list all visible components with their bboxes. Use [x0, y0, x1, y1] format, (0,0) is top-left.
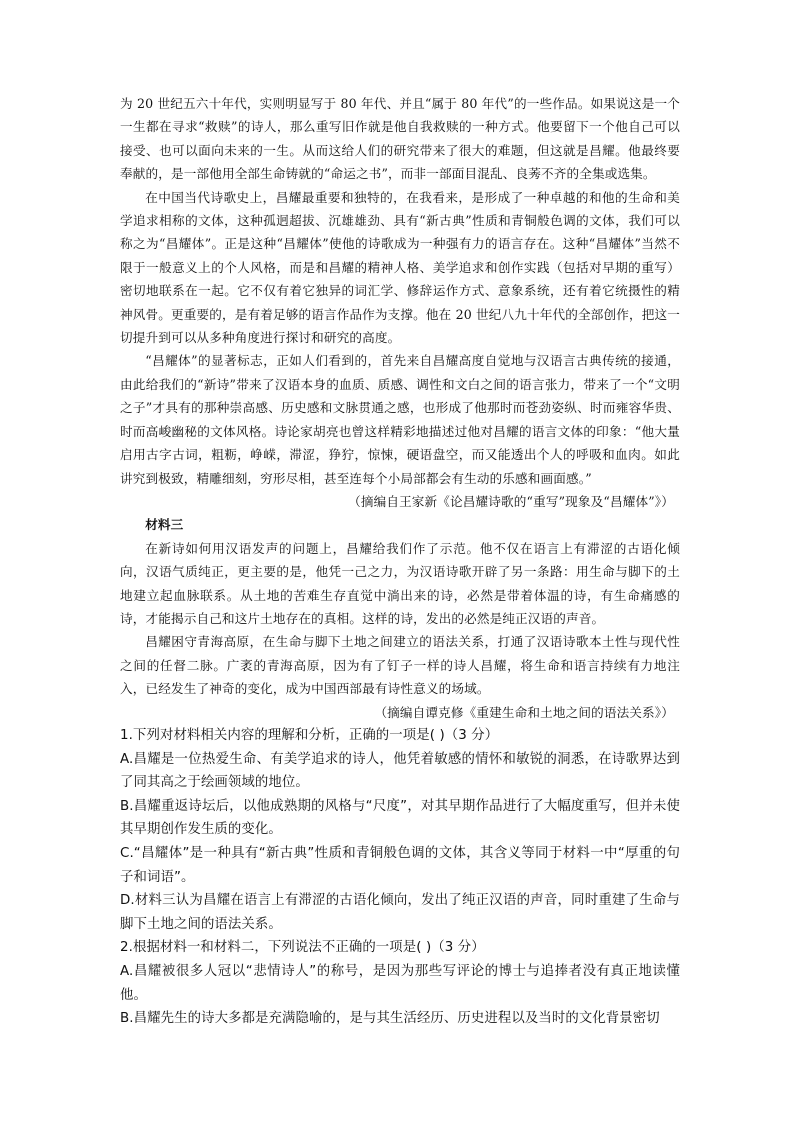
material-three-source: （摘编自谭克修《重建生命和土地之间的语法关系》） — [374, 704, 674, 720]
question-1-option-c: C.“昌耀体”是一种具有“新古典”性质和青铜般色调的文体，其含义等同于材料一中“厚重的句子和词语”。 — [120, 845, 680, 885]
material-three-heading: 材料三 — [145, 517, 184, 533]
material-two-paragraph-2: 在中国当代诗歌史上，昌耀最重要和独特的，在我看来，是形成了一种卓越的和他的生命和美学追求相称的文体，这种孤迥超拔、沉雄雄劲、具有“新古典”性质和青铜般色调的文体，我们可以称之为“昌耀体”。正是这种“昌耀体”使他的诗歌成为一种强有力的语言存在。这种“昌耀体”当然不限于一般意义上的个人风格，而是和昌耀的精神人格、美学追求和创作实践（包括对早期的重写）密切地联系在一起。它不仅有着它独异的词汇学、修辞运作方式、意象系统，还有着它统摄性的精神风骨。更重要的，是有着足够的语言作品作为支撑。他在 20 世纪八九十年代的全部创作，把这一切提升到可以从多种角度进行探讨和研究的高度。 — [120, 189, 680, 346]
question-2-option-a: A.昌耀被很多人冠以“悲情诗人”的称号，是因为那些写评论的博士与追捧者没有真正地读懂他。 — [120, 963, 680, 1003]
material-two-paragraph-3: “昌耀体”的显著标志，正如人们看到的，首先来自昌耀高度自觉地与汉语言古典传统的接通，由此给我们的“新诗”带来了汉语本身的血质、质感、调性和文白之间的语言张力，带来了一个“文明之子”才具有的那种崇高感、历史感和文脉贯通之感，也形成了他那时而苍劲姿纵、时而雍容华贵、时而高峻幽秘的文体风格。诗论家胡亮也曾这样精彩地描述过他对昌耀的语言文体的印象：“他大量启用古字古词，粗粝，峥嵘，滞涩，狰狞，惊悚，硬语盘空，而又能透出个人的呼吸和血肉。如此讲究到极致，精雕细刻，穷形尽相，甚至连每个小局部都会有生动的乐感和画面感。” — [120, 353, 680, 486]
question-1-stem: 1.下列对材料相关内容的理解和分析，正确的一项是( )（3 分） — [120, 727, 499, 743]
question-2-stem: 2.根据材料一和材料二，下列说法不正确的一项是( )（3 分） — [120, 940, 485, 956]
question-2-option-b: B.昌耀先生的诗大多都是充满隐喻的，是与其生活经历、历史进程以及当时的文化背景密切 — [120, 1011, 660, 1027]
material-three-paragraph-2: 昌耀困守青海高原，在生命与脚下土地之间建立的语法关系，打通了汉语诗歌本土性与现代性之间的任督二脉。广袤的青海高原，因为有了钉子一样的诗人昌耀，将生命和语言持续有力地注入，已经发生了神奇的变化，成为中国西部最有诗性意义的场域。 — [120, 634, 680, 697]
question-1-option-d: D.材料三认为昌耀在语言上有滞涩的古语化倾向，发出了纯正汉语的声音，同时重建了生命与脚下土地之间的语法关系。 — [120, 893, 680, 932]
question-1-option-b: B.昌耀重返诗坛后，以他成熟期的风格与“尺度”，对其早期作品进行了大幅度重写，但并未使其早期创作发生质的变化。 — [120, 798, 680, 838]
material-three-section — [120, 513, 680, 724]
material-two-source: （摘编自王家新《论昌耀诗歌的“重写”现象及“昌耀体”》） — [348, 493, 674, 509]
material-two-paragraph-1: 为 20 世纪五六十年代，实则明显写于 80 年代、并且“属于 80 年代”的一些作品。如果说这是一个一生都在寻求“救赎”的诗人，那么重写旧作就是他自我救赎的一种方式。他要留下一个他自己可以接受、也可以面向未来的一生。从而这给人们的研究带来了很大的难题，但这就是昌耀。他最终要奉献的，是一部他用全部生命铸就的“命运之书”，而非一部面目混乱、良莠不齐的全集或选集。 — [120, 96, 680, 182]
material-three-paragraph-1: 在新诗如何用汉语发声的问题上，昌耀给我们作了示范。他不仅在语言上有滞涩的古语化倾向，汉语气质纯正，更主要的是，他凭一己之力，为汉语诗歌开辟了另一条路：用生命与脚下的土地建立起血脉联系。从土地的苦难生存直觉中淌出来的诗，必然是带着体温的诗，有生命痛感的诗，才能揭示自己和这片土地存在的真相。这样的诗，发出的必然是纯正汉语的声音。 — [120, 540, 680, 626]
exam-page — [120, 92, 680, 1031]
question-1-option-a: A.昌耀是一位热爱生命、有美学追求的诗人，他凭着敏感的情怀和敏锐的洞悉，在诗歌界达到了同其高之于绘画领域的地位。 — [120, 751, 680, 791]
questions-section — [120, 724, 680, 1031]
material-two-section — [120, 92, 680, 513]
